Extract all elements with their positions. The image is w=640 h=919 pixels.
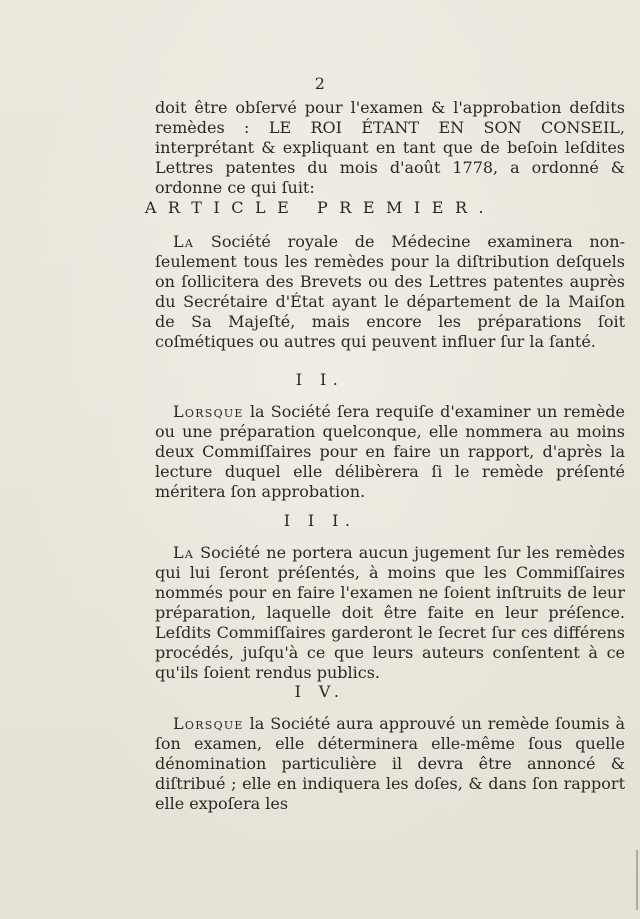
article-4-heading: I V. bbox=[294, 682, 346, 701]
article-2-body: la Société ſera requiſe d'examiner un remède ou une préparation quelconque, elle nommera au moins deux Commiſſaires pour en faire un rapport, d'après la lecture duquel elle délibèrera ſi le remède préſenté méritera ſon approbation. bbox=[155, 402, 625, 501]
article-4-body: la Société aura approuvé un remède ſoumis à ſon examen, elle déterminera elle-même ſous quelle dénomination particulière il devra être annoncé & diſtribué ; elle en indiquera les doſes, & dans ſon rapport elle expoſera les bbox=[155, 714, 625, 813]
article-2-lead-word: Lorsque bbox=[173, 402, 244, 421]
article-2-heading: I I. bbox=[295, 370, 345, 389]
article-2-paragraph bbox=[155, 402, 625, 502]
article-1-lead-word: La bbox=[173, 232, 195, 251]
article-1-heading: ARTICLE PREMIER. bbox=[144, 198, 496, 217]
article-1-body: Société royale de Médecine examinera non-ſeulement tous les remèdes pour la diſtribution deſquels on ſollicitera des Brevets ou des Lettres patentes auprès du Secrétaire d'État ayant le département de la Maiſon de Sa Majeſté, mais encore les préparations ſoit coſmétiques ou autres qui peuvent influer ſur la ſanté. bbox=[155, 232, 625, 351]
article-3-lead-word: La bbox=[173, 543, 195, 562]
page-edge-mark bbox=[636, 850, 638, 910]
article-4-lead-word: Lorsque bbox=[173, 714, 244, 733]
article-4-paragraph bbox=[155, 714, 625, 814]
page-number: 2 bbox=[314, 74, 326, 93]
intro-paragraph: doit être obſervé pour l'examen & l'approbation deſdits remèdes : LE ROI ÉTANT EN SON CONSEIL, interprétant & expliquant en tant que de beſoin leſdites Lettres patentes du mois d'août 1778, a ordonné & ordonne ce qui ſuit: bbox=[155, 98, 625, 197]
article-1-paragraph bbox=[155, 232, 625, 352]
article-3-heading: I I I. bbox=[283, 511, 357, 530]
article-3-paragraph bbox=[155, 543, 625, 683]
article-3-body: Société ne portera aucun jugement ſur les remèdes qui lui ſeront préſentés, à moins que les Commiſſaires nommés pour en faire l'examen ne ſoient inſtruits de leur préparation, laquelle doit être faite en leur préſence. Leſdits Commiſſaires garderont le ſecret ſur ces différens procédés, juſqu'à ce que leurs auteurs conſentent à ce qu'ils ſoient rendus publics. bbox=[155, 543, 625, 682]
